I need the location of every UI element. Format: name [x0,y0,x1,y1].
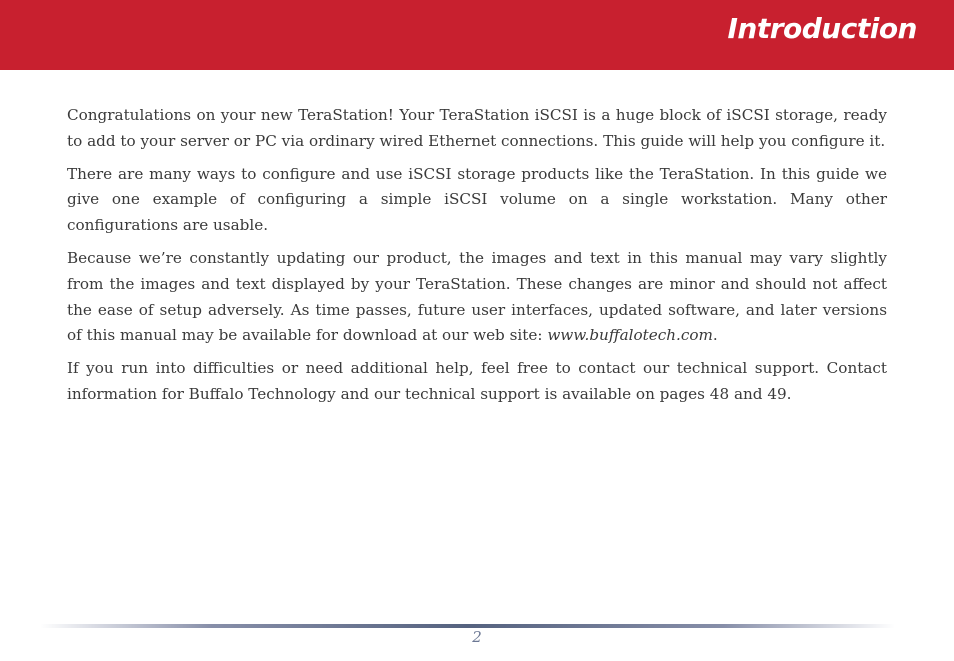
header-band [0,0,954,70]
paragraph-3 [67,246,887,349]
paragraph-3-end: . [712,326,718,345]
paragraph-4: If you run into difficulties or need additional help, feel free to contact our technical support. Contact information for Buffalo Technology and our technical support is available on pages 48 and 49. [67,359,887,403]
website-link[interactable]: www.buffalotech.com [547,326,713,345]
paragraph-3-text: Because we’re constantly updating our product, the images and text in this manual may vary slightly from the images and text displayed by your TeraStation. These changes are minor and should not affect the ease of setup adversely. As time passes, future user interfaces, updated software, and later versions of this manual may be available for download at our web site: [67,248,887,345]
body-text [67,103,887,415]
paragraph-1: Congratulations on your new TeraStation! Your TeraStation iSCSI is a huge block of iSCSI storage, ready to add to your server or PC via ordinary wired Ethernet connections. This guide will help you configure it. [67,106,887,150]
page-number: 2 [472,628,482,646]
paragraph-2: There are many ways to configure and use iSCSI storage products like the TeraStation. In this guide we give one example of configuring a simple iSCSI volume on a single workstation. Many other configurations are usable. [67,164,887,235]
page-title: Introduction [727,12,917,45]
